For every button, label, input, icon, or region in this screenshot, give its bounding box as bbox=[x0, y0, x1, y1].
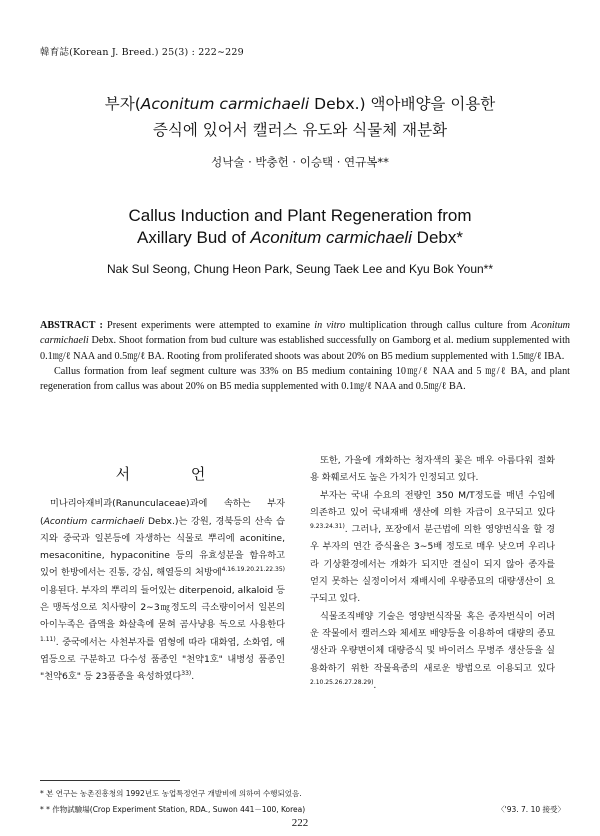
abstract-label: ABSTRACT : bbox=[40, 320, 108, 331]
right-column bbox=[310, 452, 555, 694]
citation-sup: 33) bbox=[181, 670, 192, 678]
left-paragraph bbox=[40, 495, 285, 685]
english-title-suffix: Debx* bbox=[411, 228, 463, 247]
abstract-italic-2: Aconitum carmichaeli bbox=[40, 320, 571, 347]
korean-title-prefix: 부자( bbox=[104, 95, 141, 113]
footnote-divider bbox=[40, 780, 180, 781]
left-italic: Acontium carmichaeli bbox=[43, 515, 145, 527]
korean-title-latin: Aconitum carmichaeli bbox=[140, 95, 310, 113]
journal-header: 韓育誌(Korean J. Breed.) 25(3) : 222∼229 bbox=[40, 47, 244, 58]
right-p2-text-b: . 그러나, 포장에서 분근법에 의한 영양번식을 할 경우 부자의 연간 증식율은 3∼5배 정도로 매우 낮으며 우리나라 기상환경에서는 개화가 되지만 결실이 되지 않아 종자를 얻지 못하는 실정이어서 재배시에 우량종묘의 대량생산이 요구되고 있다. bbox=[310, 524, 555, 605]
abstract-paragraph-2: Callus formation from leaf segment culture was 33% on B5 medium containing 10㎎/ℓ NAA and 5 ㎎/ℓ BA, and plant regeneration from callus was about 20% on B5 media supplemented with 0.1㎎/ℓ NAA and 0.5㎎/ℓ BA. bbox=[40, 365, 570, 393]
page-number: 222 bbox=[291, 817, 309, 829]
right-paragraph-3 bbox=[310, 608, 555, 694]
citation-sup: 4.16.19.20.21.22.35) bbox=[221, 566, 285, 574]
english-title-line-2 bbox=[0, 228, 600, 248]
citation-sup: 1.11) bbox=[40, 635, 56, 643]
left-text-e: . bbox=[191, 671, 195, 683]
footnote-2 bbox=[40, 804, 565, 815]
korean-authors: 성낙술 · 박충헌 · 이승택 · 연규복** bbox=[211, 155, 389, 169]
right-p2-text-a: 부자는 국내 수요의 전량인 350 M/T정도를 매년 수입에 의존하고 있어 국내재배 생산에 의한 자급이 요구되고 있다 bbox=[310, 489, 555, 518]
left-column bbox=[40, 452, 285, 686]
abstract-text-a: Present experiments were attempted to examine bbox=[107, 320, 315, 331]
korean-title-line-2: 증식에 있어서 캘러스 유도와 식물체 재분화 bbox=[152, 121, 448, 139]
citation-sup: 9.23.24.31) bbox=[310, 523, 345, 531]
left-text-b: Debx.)는 강원, 경북등의 산속 습지와 중국과 일본등에 자생하는 식물로 뿌리에 aconitine, mesaconitine, hypaconitine 등의 유효성분을 함유하고 있어 한방에서는 진통, 강심, 해열등의 처방에 bbox=[40, 515, 285, 579]
footnote-2-text: * * 作物試驗場(Crop Experiment Station, RDA., Suwon 441－100, Korea) bbox=[40, 805, 306, 814]
english-title-line-1: Callus Induction and Plant Regeneration from bbox=[128, 206, 472, 225]
korean-title-line-1 bbox=[0, 92, 600, 114]
section-heading-introduction: 서 언 bbox=[115, 465, 234, 483]
left-text-c: 이용된다. 부자의 뿌리의 들어있는 diterpenoid, alkaloid 등은 맹독성으로 치사량이 2∼3㎎정도의 극소량이어서 일본의 아이누족은 즙액을 화살촉에 묻혀 곰사냥용 독으로 사용한다 bbox=[40, 584, 285, 631]
right-paragraph-1: 또한, 가을에 개화하는 청자색의 꽃은 매우 아름다워 절화용 화훼로서도 높은 가치가 인정되고 있다. bbox=[310, 455, 555, 484]
abstract bbox=[40, 318, 570, 394]
citation-sup: 2.10.25.26.27.28.29) bbox=[310, 678, 374, 686]
abstract-text-c: Debx. Shoot formation from bud culture was established successfully on Gamborg et al. medium supplemented with 0.1㎎/ℓ NAA and 0.5㎎/ℓ BA. Rooting from proliferated shoots was about 20% on B5 medium supplemented with 1.5㎎/ℓ IBA. bbox=[40, 335, 570, 362]
left-text-d: . 중국에서는 사천부자를 엽형에 따라 대화엽, 소화엽, 애엽등으로 구분하고 다수성 품종인 "천약1호" 내병성 품종인 "천약6호" 등 23품종을 육성하였다 bbox=[40, 636, 285, 683]
english-title-latin: Aconitum carmichaeli bbox=[250, 228, 412, 247]
abstract-italic-1: in vitro bbox=[314, 320, 346, 331]
english-authors: Nak Sul Seong, Chung Heon Park, Seung Taek Lee and Kyu Bok Youn** bbox=[106, 262, 494, 276]
abstract-paragraph-1 bbox=[40, 318, 570, 364]
received-date: 〈'93. 7. 10 接受〉 bbox=[497, 805, 565, 814]
english-title-prefix: Axillary Bud of bbox=[137, 228, 251, 247]
left-text-a: 미나리아재비과(Ranunculaceae)과에 속하는 부자( bbox=[40, 498, 285, 527]
right-p3-text-b: . bbox=[373, 679, 377, 691]
right-p3-text-a: 식물조직배양 기술은 영양번식작물 혹은 종자번식이 어려운 작물에서 캘러스와 체세포 배양등을 이용하여 대량의 종묘생산과 우량변이체 대량증식 및 바이러스 무병주 생산등을 실용화하기 위한 작물육종의 새로운 방법으로 이용되고 있다 bbox=[310, 610, 555, 674]
footnote-1: * 본 연구는 농촌진흥청의 1992년도 농업특정연구 개발비에 의하여 수행되었음. bbox=[40, 789, 302, 798]
korean-title-suffix: Debx.) 액아배양을 이용한 bbox=[309, 95, 496, 113]
abstract-text-b: multiplication through callus culture from bbox=[345, 320, 531, 331]
right-paragraph-2 bbox=[310, 487, 555, 608]
